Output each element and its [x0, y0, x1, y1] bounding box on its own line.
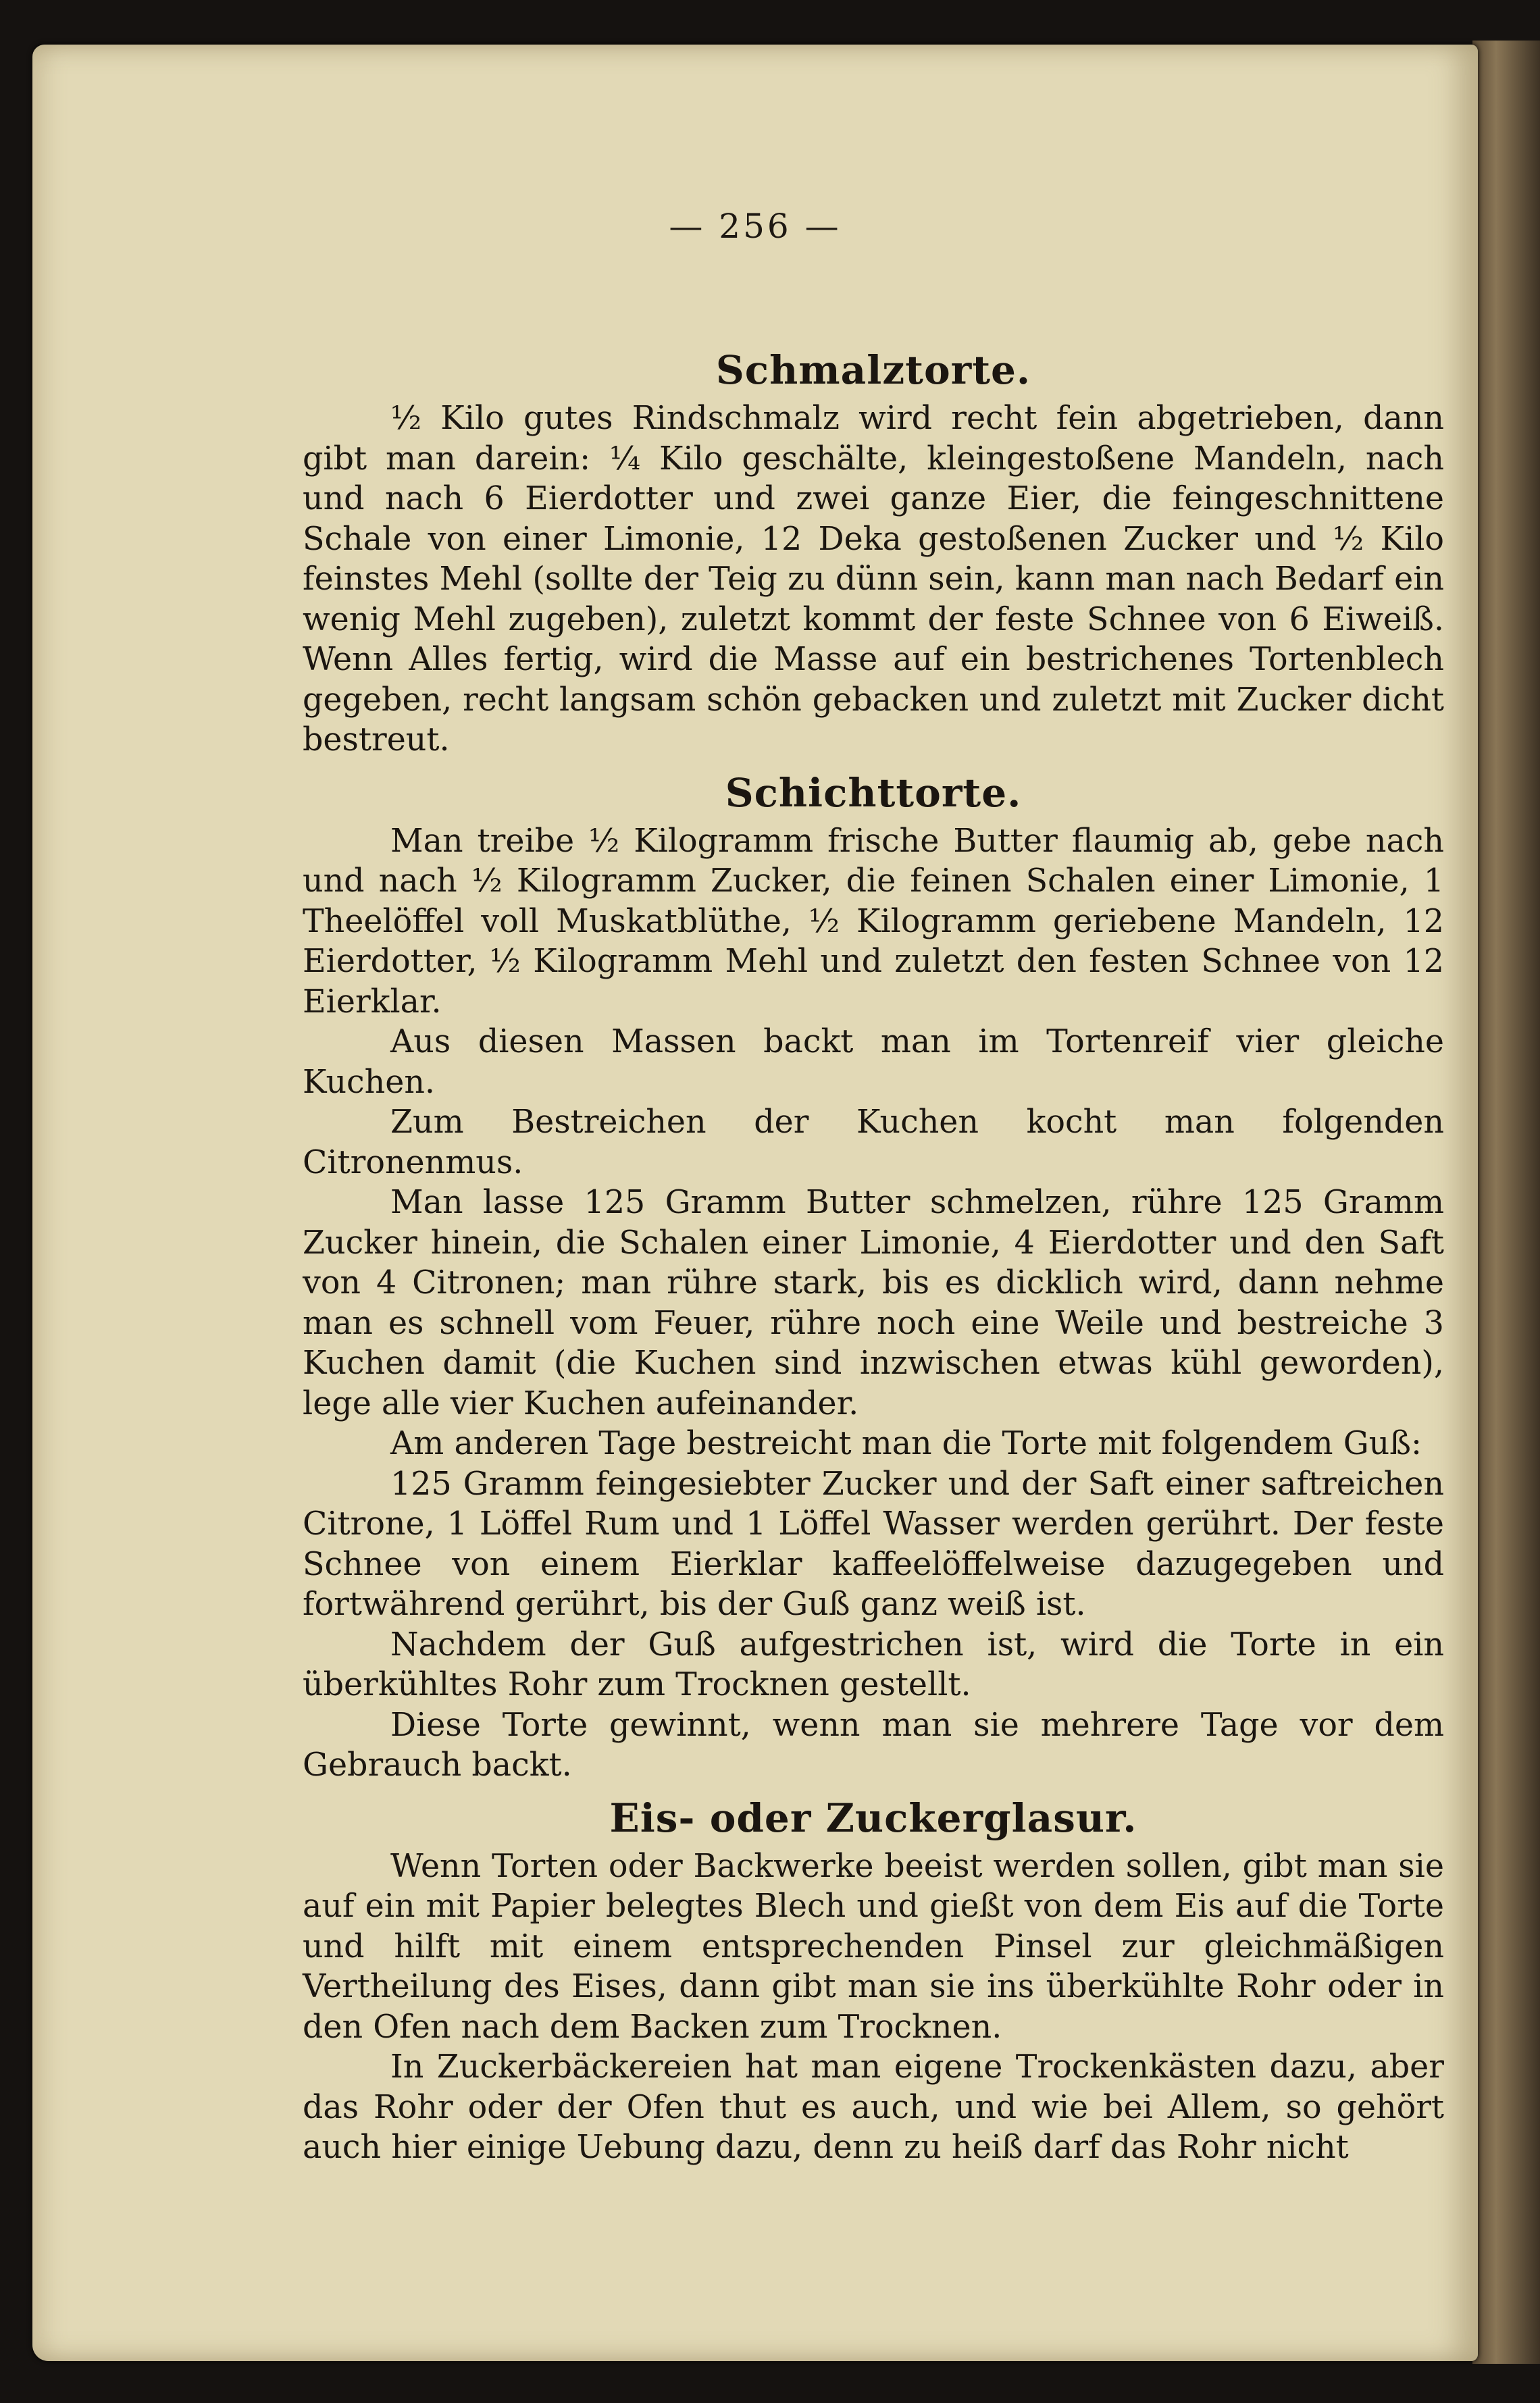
- paragraph: Man treibe ½ Kilogramm frische Butter flaumig ab, gebe nach und nach ½ Kilogramm Zucker, die feinen Schalen einer Limonie, 1 Theelöffel voll Muskatblüthe, ½ Kilogramm geriebene Mandeln, 12 Eierdotter, ½ Kilogramm Mehl und zuletzt den festen Schnee von 12 Eierklar.: [303, 822, 1444, 1020]
- paragraph: ½ Kilo gutes Rindschmalz wird recht fein abgetrieben, dann gibt man darein: ¼ Kilo geschälte, kleingestoßene Mandeln, nach und nach 6 Eierdotter und zwei ganze Eier, die feingeschnittene Schale von einer Limonie, 12 Deka gestoßenen Zucker und ½ Kilo feinstes Mehl (sollte der Teig zu dünn sein, kann man nach Bedarf ein wenig Mehl zugeben), zuletzt kommt der feste Schnee von 6 Eiweiß. Wenn Alles fertig, wird die Masse auf ein bestrichenes Tortenblech gegeben, recht langsam schön gebacken und zuletzt mit Zucker dicht bestreut.: [303, 400, 1444, 758]
- recipe-title-glasur: Eis- oder Zuckerglasur.: [609, 1794, 1137, 1841]
- book-spine-edge: [1472, 41, 1540, 2364]
- recipe-title-schmalztorte: Schmalztorte.: [715, 347, 1031, 393]
- paragraph: Aus diesen Massen backt man im Tortenreif vier gleiche Kuchen.: [303, 1023, 1444, 1101]
- recipe-title-schichttorte: Schichttorte.: [725, 769, 1022, 816]
- paragraph: In Zuckerbäckereien hat man eigene Trockenkästen dazu, aber das Rohr oder der Ofen thut es auch, und wie bei Allem, so gehört auch hier einige Uebung dazu, denn zu heiß darf das Rohr nicht: [303, 2048, 1444, 2166]
- paragraph: Wenn Torten oder Backwerke beeist werden sollen, gibt man sie auf ein mit Papier belegtes Blech und gießt von dem Eis auf die Torte und hilft mit einem entsprechenden Pinsel zur gleichmäßigen Vertheilung des Eises, dann gibt man sie ins überkühlte Rohr oder in den Ofen nach dem Backen zum Trocknen.: [303, 1847, 1444, 2046]
- page-number: — 256 —: [669, 207, 842, 246]
- page-content: [303, 342, 1444, 2168]
- book-page: [32, 45, 1478, 2361]
- paragraph: Zum Bestreichen der Kuchen kocht man folgenden Citronenmus.: [303, 1104, 1444, 1181]
- paragraph: Am anderen Tage bestreicht man die Torte mit folgendem Guß:: [390, 1425, 1422, 1462]
- paragraph: 125 Gramm feingesiebter Zucker und der Saft einer saftreichen Citrone, 1 Löffel Rum und 1 Löffel Wasser werden gerührt. Der feste Schnee von einem Eierklar kaffeelöffelweise dazugegeben und fortwährend gerührt, bis der Guß ganz weiß ist.: [303, 1465, 1444, 1623]
- paragraph: Man lasse 125 Gramm Butter schmelzen, rühre 125 Gramm Zucker hinein, die Schalen einer Limonie, 4 Eierdotter und den Saft von 4 Citronen; man rühre stark, bis es dicklich wird, dann nehme man es schnell vom Feuer, rühre noch eine Weile und bestreiche 3 Kuchen damit (die Kuchen sind inzwischen etwas kühl geworden), lege alle vier Kuchen aufeinander.: [303, 1184, 1444, 1422]
- paragraph: Diese Torte gewinnt, wenn man sie mehrere Tage vor dem Gebrauch backt.: [303, 1706, 1444, 1784]
- paragraph: Nachdem der Guß aufgestrichen ist, wird die Torte in ein überkühltes Rohr zum Trocknen gestellt.: [303, 1626, 1444, 1703]
